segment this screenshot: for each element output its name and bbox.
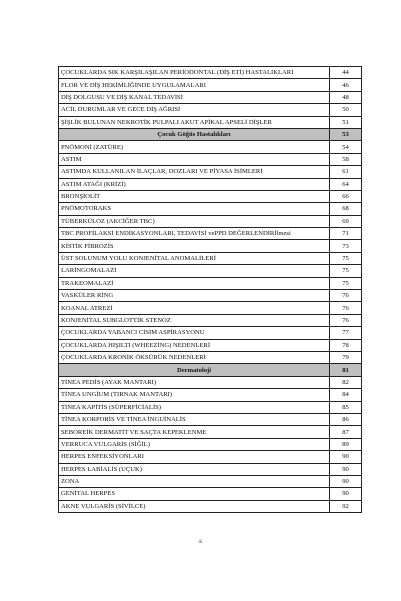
toc-entry-page: 46 bbox=[330, 79, 362, 91]
toc-entry-title: PNÖMOTORAKS bbox=[59, 203, 330, 215]
toc-entry-page: 85 bbox=[330, 401, 362, 413]
toc-entry-title: PNÖMONİ (ZATÜRE) bbox=[59, 141, 330, 153]
toc-entry-page: 71 bbox=[330, 228, 362, 240]
toc-entry-page: 61 bbox=[330, 166, 362, 178]
toc-entry-title: TİNEA UNGİUM (TIRNAK MANTARI) bbox=[59, 389, 330, 401]
toc-row bbox=[59, 240, 362, 252]
toc-row bbox=[59, 475, 362, 487]
toc-entry-title: ÜST SOLUNUM YOLU KONJENİTAL ANOMALİLERİ bbox=[59, 252, 330, 264]
toc-entry-title: LARİNGOMALAZİ bbox=[59, 265, 330, 277]
toc-entry-title: GENİTAL HERPES bbox=[59, 488, 330, 500]
toc-row bbox=[59, 389, 362, 401]
toc-entry-page: 90 bbox=[330, 463, 362, 475]
toc-entry-title: ÇOCUKLARDA KRONİK ÖKSÜRÜK NEDENLERİ bbox=[59, 351, 330, 363]
toc-entry-title: ACİL DURUMLAR VE GECE DİŞ AĞRISI bbox=[59, 104, 330, 116]
toc-entry-page: 48 bbox=[330, 91, 362, 103]
toc-row bbox=[59, 500, 362, 512]
toc-row bbox=[59, 215, 362, 227]
toc-entry-title: ÇOCUKLARDA SIK KARŞILAŞILAN PERİODONTAL (DİŞ ETİ) HASTALIKLARI bbox=[59, 67, 330, 79]
toc-row bbox=[59, 141, 362, 153]
toc-entry-page: 90 bbox=[330, 488, 362, 500]
toc-row bbox=[59, 178, 362, 190]
toc-entry-title: FLOR VE DİŞ HEKİMLİĞİNDE UYGULAMALARI bbox=[59, 79, 330, 91]
toc-row bbox=[59, 351, 362, 363]
table-of-contents bbox=[58, 66, 362, 513]
toc-row bbox=[59, 166, 362, 178]
toc-entry-title: TİNEA KORPORİS VE TİNEA İNGUİNALİS bbox=[59, 413, 330, 425]
toc-row bbox=[59, 116, 362, 128]
toc-row bbox=[59, 290, 362, 302]
toc-row bbox=[59, 228, 362, 240]
toc-row bbox=[59, 67, 362, 79]
toc-row bbox=[59, 104, 362, 116]
toc-entry-page: 86 bbox=[330, 413, 362, 425]
toc-entry-page: 90 bbox=[330, 451, 362, 463]
toc-entry-page: 82 bbox=[330, 376, 362, 388]
toc-row bbox=[59, 401, 362, 413]
toc-entry-page: 81 bbox=[330, 364, 362, 376]
toc-entry-title: ÇOCUKLARDA YABANCI CİSİM ASPİRASYONU bbox=[59, 327, 330, 339]
toc-entry-title: Çocuk Göğüs Hastalıkları bbox=[59, 128, 330, 140]
toc-row bbox=[59, 488, 362, 500]
toc-entry-page: 78 bbox=[330, 339, 362, 351]
toc-entry-page: 89 bbox=[330, 438, 362, 450]
toc-entry-page: 84 bbox=[330, 389, 362, 401]
toc-entry-page: 64 bbox=[330, 178, 362, 190]
toc-row bbox=[59, 265, 362, 277]
toc-row bbox=[59, 463, 362, 475]
toc-row bbox=[59, 314, 362, 326]
toc-row bbox=[59, 302, 362, 314]
toc-entry-page: 50 bbox=[330, 104, 362, 116]
toc-entry-title: ASTIM ATAĞI (KRİZİ) bbox=[59, 178, 330, 190]
toc-entry-page: 58 bbox=[330, 153, 362, 165]
toc-entry-page: 76 bbox=[330, 314, 362, 326]
toc-entry-page: 79 bbox=[330, 351, 362, 363]
page-number: iii bbox=[198, 540, 203, 545]
toc-row bbox=[59, 413, 362, 425]
toc-row bbox=[59, 438, 362, 450]
toc-row bbox=[59, 339, 362, 351]
toc-entry-title: ASTIM bbox=[59, 153, 330, 165]
toc-entry-title: TRAKEOMALAZİ bbox=[59, 277, 330, 289]
toc-entry-title: AKNE VULGARİS (SİVİLCE) bbox=[59, 500, 330, 512]
toc-entry-title: HERPES ENFEKSİYONLARI bbox=[59, 451, 330, 463]
toc-row bbox=[59, 153, 362, 165]
toc-entry-page: 69 bbox=[330, 215, 362, 227]
toc-entry-title: KİSTİK FİBROZİS bbox=[59, 240, 330, 252]
toc-entry-title: VERRUCA VULGARİS (SİĞİL) bbox=[59, 438, 330, 450]
toc-entry-title: TBC PROFİLAKSİ ENDİKASYONLARI, TEDAVİSİ vePPD DEĞERLENDİRİlmesi bbox=[59, 228, 330, 240]
toc-body bbox=[59, 67, 362, 513]
toc-entry-page: 44 bbox=[330, 67, 362, 79]
toc-row bbox=[59, 327, 362, 339]
toc-entry-page: 75 bbox=[330, 265, 362, 277]
toc-entry-page: 77 bbox=[330, 327, 362, 339]
toc-entry-title: BRONŞİOLİT bbox=[59, 190, 330, 202]
toc-entry-page: 66 bbox=[330, 190, 362, 202]
toc-row bbox=[59, 376, 362, 388]
toc-section-header bbox=[59, 128, 362, 140]
toc-entry-page: 90 bbox=[330, 475, 362, 487]
toc-entry-title: TİNEA PEDİS (AYAK MANTARI) bbox=[59, 376, 330, 388]
toc-entry-title: SEBOREİK DERMATİT VE SAÇTA KEPEKLENME bbox=[59, 426, 330, 438]
toc-section-header bbox=[59, 364, 362, 376]
toc-entry-page: 68 bbox=[330, 203, 362, 215]
toc-row bbox=[59, 190, 362, 202]
toc-row bbox=[59, 451, 362, 463]
toc-row bbox=[59, 277, 362, 289]
toc-row bbox=[59, 79, 362, 91]
toc-entry-title: Dermatoloji bbox=[59, 364, 330, 376]
toc-entry-page: 76 bbox=[330, 302, 362, 314]
toc-entry-title: HERPES LABİALİS (UÇUK) bbox=[59, 463, 330, 475]
toc-entry-page: 73 bbox=[330, 240, 362, 252]
toc-entry-page: 76 bbox=[330, 290, 362, 302]
toc-entry-title: DİŞ DOLGUSU VE DİŞ KANAL TEDAVİSİ bbox=[59, 91, 330, 103]
toc-entry-title: TİNEA KAPİTİS (SÜPERFİCİALİS) bbox=[59, 401, 330, 413]
toc-entry-title: KONJENİTAL SUBGLOTTİK STENOZ bbox=[59, 314, 330, 326]
toc-entry-page: 87 bbox=[330, 426, 362, 438]
toc-entry-page: 75 bbox=[330, 252, 362, 264]
toc-row bbox=[59, 203, 362, 215]
toc-entry-page: 75 bbox=[330, 277, 362, 289]
toc-entry-title: ZONA bbox=[59, 475, 330, 487]
toc-entry-title: ŞİŞLİK BULUNAN NEKROTİK PULPALI AKUT APİKAL APSELİ DİŞLER bbox=[59, 116, 330, 128]
toc-entry-title: ASTIMDA KULLANILAN İLAÇLAR, DOZLARI VE PİYASA İSİMLERİ bbox=[59, 166, 330, 178]
toc-entry-title: KOANAL ATREZİ bbox=[59, 302, 330, 314]
toc-entry-page: 54 bbox=[330, 141, 362, 153]
toc-entry-title: ÇOCUKLARDA HIŞILTI (WHEEZİNG) NEDENLERİ bbox=[59, 339, 330, 351]
toc-row bbox=[59, 426, 362, 438]
toc-row bbox=[59, 91, 362, 103]
toc-entry-title: VASKÜLER RİNG bbox=[59, 290, 330, 302]
toc-row bbox=[59, 252, 362, 264]
toc-entry-page: 51 bbox=[330, 116, 362, 128]
toc-entry-title: TÜBERKÜLOZ (AKCİĞER TBC) bbox=[59, 215, 330, 227]
toc-entry-page: 92 bbox=[330, 500, 362, 512]
toc-entry-page: 53 bbox=[330, 128, 362, 140]
